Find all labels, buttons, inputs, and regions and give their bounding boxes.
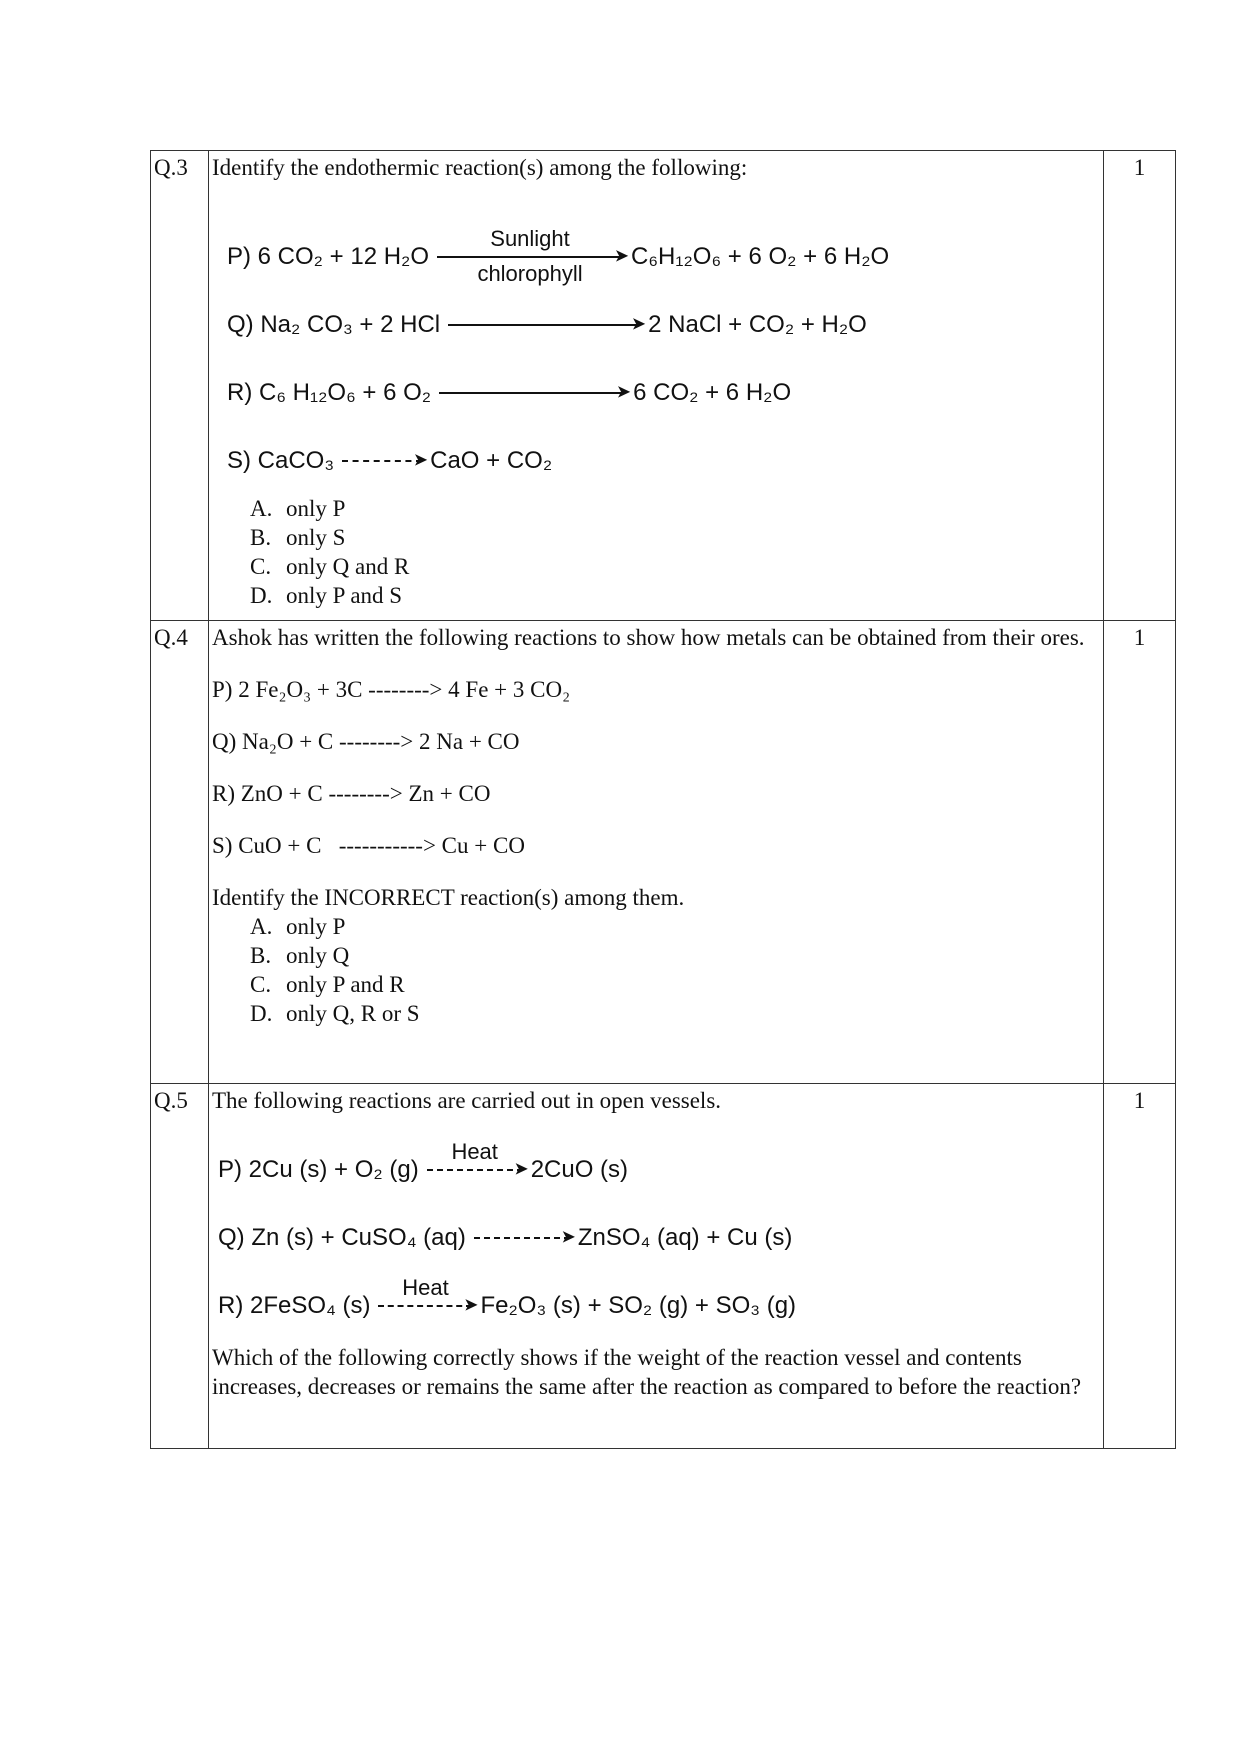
reaction-arrow: ➤ <box>474 1222 570 1252</box>
reaction-q: Q) Na₂O + C --------> 2 Na + CO <box>212 729 520 754</box>
reaction-arrow: Heat ➤ <box>378 1290 472 1320</box>
arrow-condition: Heat <box>402 1275 449 1300</box>
reaction-r <box>212 358 1100 426</box>
reaction-arrow: ➤ <box>439 377 625 407</box>
question-marks: 1 <box>1104 151 1176 621</box>
reaction-lhs: S) CaCO₃ <box>227 446 335 474</box>
reaction-lhs: Q) Zn (s) + CuSO₄ (aq) <box>218 1223 466 1251</box>
reaction-p <box>212 222 1100 290</box>
question-prompt: Identify the endothermic reaction(s) among the following: <box>212 155 748 180</box>
reaction-arrow: Sunlight ➤ chlorophyll <box>437 241 623 271</box>
question-body <box>209 1084 1104 1449</box>
reaction-list <box>212 222 1100 494</box>
reaction-arrow: ➤ <box>448 309 640 339</box>
question-prompt: The following reactions are carried out in open vessels. <box>212 1088 722 1113</box>
reaction-rhs: ZnSO₄ (aq) + Cu (s) <box>577 1223 793 1251</box>
question-number: Q.3 <box>151 151 209 621</box>
option-b: B. only S <box>250 525 346 550</box>
option-d: D. only P and S <box>250 583 403 608</box>
reaction-rhs: C₆H₁₂O₆ + 6 O₂ + 6 H₂O <box>631 242 890 270</box>
arrow-catalyst: chlorophyll <box>477 261 583 286</box>
reaction-lhs: P) 6 CO₂ + 12 H₂O <box>227 242 430 270</box>
reaction-arrow: Heat ➤ <box>427 1154 523 1184</box>
reaction-p: P) 2 Fe₂O₃ + 3C --------> 4 Fe + 3 CO₂ <box>212 677 571 702</box>
question-body <box>209 151 1104 621</box>
arrow-condition: Heat <box>451 1139 498 1164</box>
reaction-s: S) CuO + C -----------> Cu + CO <box>212 833 525 858</box>
reaction-q <box>212 290 1100 358</box>
option-b: B. only Q <box>250 943 350 968</box>
reaction-arrow: ➤ <box>342 445 422 475</box>
reaction-list <box>212 1135 1100 1339</box>
reaction-p <box>212 1135 1100 1203</box>
question-row-q4 <box>151 621 1176 1084</box>
question-row-q3 <box>151 151 1176 621</box>
question-marks: 1 <box>1104 621 1176 1084</box>
reaction-lhs: P) 2Cu (s) + O₂ (g) <box>218 1155 419 1183</box>
reaction-rhs: 2CuO (s) <box>530 1155 629 1183</box>
question-number: Q.5 <box>151 1084 209 1449</box>
reaction-lhs: R) C₆ H₁₂O₆ + 6 O₂ <box>227 378 432 406</box>
question-text: Which of the following correctly shows if the weight of the reaction vessel and contents increases, decreases or remains the same after the reaction as compared to before the reaction? <box>212 1345 1082 1399</box>
option-a: A. only P <box>250 914 346 939</box>
option-list <box>212 912 1100 1028</box>
option-d: D. only Q, R or S <box>250 1001 420 1026</box>
reaction-q <box>212 1203 1100 1271</box>
reaction-lhs: R) 2FeSO₄ (s) <box>218 1291 371 1319</box>
question-marks: 1 <box>1104 1084 1176 1449</box>
reaction-lhs: Q) Na₂ CO₃ + 2 HCl <box>227 310 441 338</box>
reaction-r: R) ZnO + C --------> Zn + CO <box>212 781 491 806</box>
option-list <box>212 494 1100 610</box>
reaction-rhs: 6 CO₂ + 6 H₂O <box>633 378 792 406</box>
reaction-rhs: 2 NaCl + CO₂ + H₂O <box>648 310 867 338</box>
question-table <box>150 150 1176 1449</box>
question-row-q5 <box>151 1084 1176 1449</box>
reaction-rhs: Fe₂O₃ (s) + SO₂ (g) + SO₃ (g) <box>480 1291 797 1319</box>
option-c: C. only Q and R <box>250 554 410 579</box>
reaction-s <box>212 426 1100 494</box>
question-number: Q.4 <box>151 621 209 1084</box>
arrow-condition: Sunlight <box>490 226 570 251</box>
option-a: A. only P <box>250 496 346 521</box>
question-body <box>209 621 1104 1084</box>
question-prompt: Ashok has written the following reactions to show how metals can be obtained from their ores. <box>212 625 1085 650</box>
question-text: Identify the INCORRECT reaction(s) among them. <box>212 885 685 910</box>
option-c: C. only P and R <box>250 972 405 997</box>
reaction-r <box>212 1271 1100 1339</box>
reaction-rhs: CaO + CO₂ <box>430 446 553 474</box>
